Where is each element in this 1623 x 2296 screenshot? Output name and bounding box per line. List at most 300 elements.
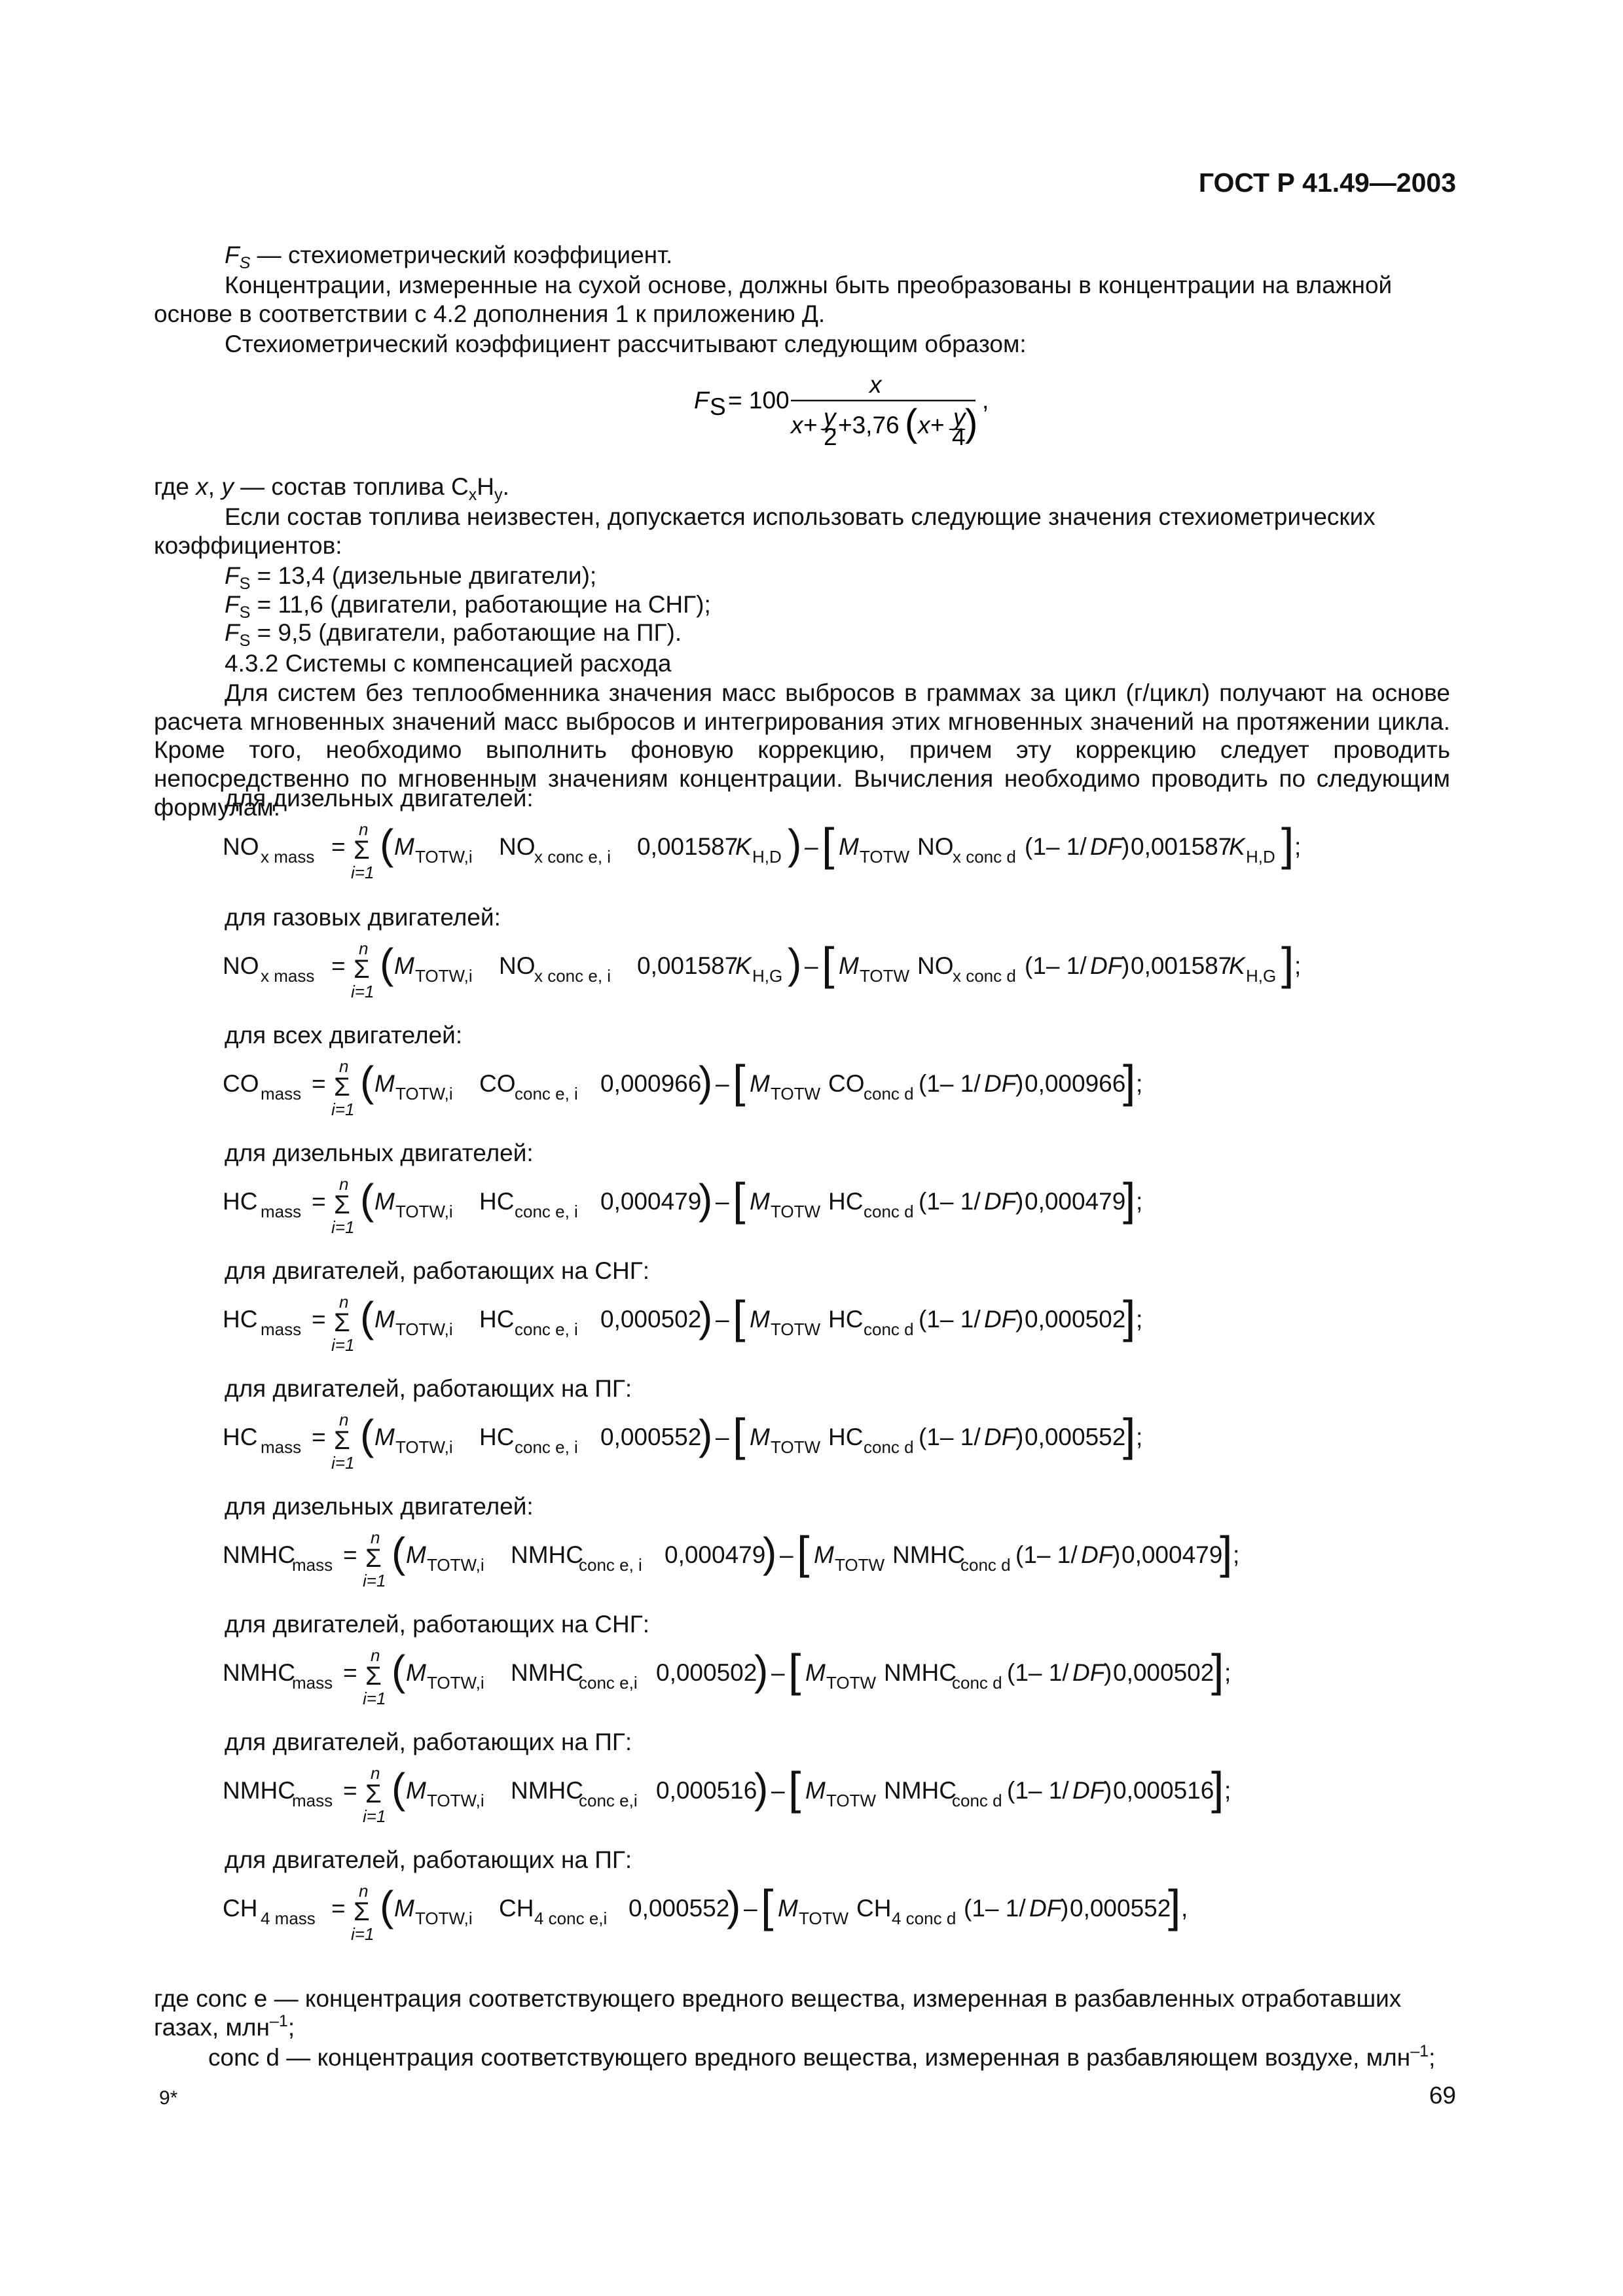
paren-close: ) <box>699 1175 713 1223</box>
minus-sign: – <box>805 952 818 979</box>
formula-lhs-sub: mass <box>261 1202 302 1221</box>
formula-lhs: HC <box>223 1306 258 1333</box>
formula-svg <box>223 1641 1467 1720</box>
formula-label: для двигателей, работающих на ПГ: <box>225 1729 632 1755</box>
where-y: y <box>221 473 234 500</box>
conc-sub: conc e, i <box>515 1202 578 1221</box>
paren-open: ( <box>392 1647 406 1694</box>
df-close: ) <box>1122 952 1130 979</box>
paren-close: ) <box>699 1411 713 1458</box>
conc-symbol: HC <box>828 1306 864 1333</box>
minus-sign: – <box>716 1306 729 1333</box>
conc-symbol: CH <box>499 1895 534 1922</box>
formula-svg <box>223 1877 1467 1956</box>
formula-lhs: NO <box>223 833 259 860</box>
sum-upper: n <box>339 1174 349 1194</box>
fs-den-376: +3,76 <box>838 412 900 439</box>
where-sub-x: x <box>468 486 477 505</box>
fs-den-x: x+ <box>791 412 818 439</box>
conc-symbol: NO <box>499 952 536 979</box>
formula-svg <box>223 1759 1467 1838</box>
mass-flow-sub: TOTW,i <box>415 1909 473 1928</box>
mass-flow-symbol: M <box>406 1777 426 1804</box>
conc-sub: conc e, i <box>515 1437 578 1457</box>
sum-lower: i=1 <box>331 1335 355 1355</box>
sum-upper: n <box>339 1292 349 1312</box>
formula-equals: = <box>312 1188 326 1215</box>
mass-flow-symbol: M <box>839 952 859 979</box>
fs-paren-close: ) <box>965 402 978 444</box>
mass-flow-symbol: M <box>814 1541 834 1568</box>
conc-sub: conc d <box>952 1791 1002 1810</box>
minus-sign: – <box>716 1424 729 1450</box>
sum-upper: n <box>359 819 369 839</box>
formula-lhs: CO <box>223 1070 259 1097</box>
formula-lhs: NO <box>223 952 259 979</box>
df-symbol: DF <box>1029 1895 1062 1922</box>
humidity-sub: H,G <box>752 966 783 986</box>
formula-lhs: HC <box>223 1424 258 1450</box>
bracket-close: ] <box>1281 938 1294 989</box>
sum-lower: i=1 <box>363 1571 386 1590</box>
conc-symbol: NMHC <box>511 1541 583 1568</box>
conc-sub: x conc e, i <box>534 847 611 867</box>
mass-flow-symbol: M <box>805 1777 826 1804</box>
sum-lower: i=1 <box>331 1217 355 1237</box>
paragraph-stoich: Стехиометрический коэффициент рассчитывают следующим образом: <box>225 331 1027 357</box>
mass-flow-symbol: M <box>374 1188 395 1215</box>
formula-label: для двигателей, работающих на СНГ: <box>225 1611 650 1638</box>
conc-symbol: NMHC <box>511 1777 583 1804</box>
sum-sigma: Σ <box>365 1544 382 1573</box>
fs-paren-open: ( <box>905 402 918 444</box>
formula-end: ; <box>1294 833 1302 860</box>
mass-flow-symbol: M <box>394 952 414 979</box>
coefficient: 0,001587 <box>637 833 739 860</box>
conc-sub: x conc d <box>953 847 1016 867</box>
conc-sub: conc e,i <box>579 1791 638 1810</box>
formula-lhs-sub: 4 mass <box>261 1909 316 1928</box>
df-symbol: DF <box>984 1306 1017 1333</box>
def-sup: –1 <box>1410 2042 1429 2061</box>
formula-lhs-sub: x mass <box>261 847 315 867</box>
sum-upper: n <box>339 1410 349 1429</box>
mass-flow-symbol: M <box>374 1306 395 1333</box>
mass-flow-symbol: M <box>839 833 859 860</box>
paren-close: ) <box>788 821 802 868</box>
coefficient: 0,000479 <box>600 1188 702 1215</box>
def-term: conc d <box>208 2044 280 2071</box>
fs-definition <box>154 241 1450 273</box>
paren-open: ( <box>380 1882 394 1929</box>
formula-end: ; <box>1224 1659 1231 1686</box>
formula-equals: = <box>343 1541 357 1568</box>
mass-flow-symbol: M <box>374 1070 395 1097</box>
conc-symbol: NO <box>917 952 954 979</box>
df-term: (1– 1/ <box>1007 1659 1069 1686</box>
conc-sub: conc d <box>864 1437 914 1457</box>
minus-sign: – <box>771 1777 785 1804</box>
fs-values-list <box>225 562 1403 651</box>
sum-lower: i=1 <box>331 1453 355 1473</box>
mass-flow-sub: TOTW <box>771 1084 821 1103</box>
sum-lower: i=1 <box>363 1806 386 1826</box>
df-close: ) <box>1015 1306 1024 1333</box>
conc-symbol: HC <box>828 1188 864 1215</box>
where-dot: . <box>502 473 509 500</box>
mass-flow-sub: TOTW,i <box>395 1437 453 1457</box>
fs-value-item: $F_S = 13,4$ (дизельные двигатели); <box>225 562 597 594</box>
formula-lhs: NMHC <box>223 1777 295 1804</box>
paren-open: ( <box>360 1411 374 1458</box>
mass-flow-sub: TOTW <box>771 1202 821 1221</box>
fs-formula-svg <box>694 367 1087 471</box>
coefficient: 0,000479 <box>1025 1188 1126 1215</box>
minus-sign: – <box>780 1541 793 1568</box>
fs-value-item: $F_S = 11,6$ (двигатели, работающие на СНГ); <box>225 590 711 622</box>
formula-lhs: HC <box>223 1188 258 1215</box>
paragraph-integration: Для систем без теплообменника значения масс выбросов в граммах за цикл (г/цикл) получают на основе расчета мгновенных значений масс выбросов и интегрирования этих мгновенных значений на протяжении цикла. Кроме того, необходимо выполнить фоновую коррекцию, причем эту коррекцию следует проводить непосредственно по мгновенным значениям концентрации. Вычисления необходимо проводить по следующим формулам: <box>154 679 1450 821</box>
sum-lower: i=1 <box>363 1689 386 1708</box>
fs-coef: = 100 <box>728 387 790 414</box>
mass-flow-sub: TOTW,i <box>427 1673 484 1693</box>
conc-sub: conc d <box>952 1673 1002 1693</box>
conc-symbol: NMHC <box>884 1659 957 1686</box>
sum-lower: i=1 <box>351 863 374 882</box>
formula-label: для двигателей, работающих на ПГ: <box>225 1375 632 1402</box>
bracket-close: ] <box>1123 1291 1136 1342</box>
mass-flow-symbol: M <box>394 1895 414 1922</box>
bracket-close: ] <box>1211 1645 1224 1696</box>
humidity-correction: K <box>735 833 752 860</box>
paren-close: ) <box>699 1058 713 1105</box>
conc-sub: conc d <box>864 1202 914 1221</box>
bracket-open: [ <box>761 1880 774 1931</box>
conc-sub: conc e, i <box>515 1319 578 1339</box>
formula-end: ; <box>1294 952 1302 979</box>
def-tail: ; <box>287 2013 295 2041</box>
coefficient: 0,000552 <box>1070 1895 1171 1922</box>
sum-upper: n <box>359 1881 369 1901</box>
bracket-open: [ <box>733 1291 746 1342</box>
minus-sign: – <box>716 1188 729 1215</box>
conc-symbol: NMHC <box>884 1777 957 1804</box>
document-code: ГОСТ Р 41.49—2003 <box>1198 168 1456 198</box>
sum-upper: n <box>339 1056 349 1076</box>
formula-svg <box>223 1170 1467 1249</box>
formula-equals: = <box>312 1306 326 1333</box>
df-symbol: DF <box>1090 952 1123 979</box>
sum-sigma: Σ <box>365 1780 382 1808</box>
minus-sign: – <box>805 833 818 860</box>
mass-flow-symbol: M <box>750 1424 770 1450</box>
where-comma: , <box>208 473 215 500</box>
paren-close: ) <box>727 1882 741 1929</box>
fs-numerator: x <box>869 371 882 398</box>
sum-upper: n <box>371 1528 380 1547</box>
formula-lhs-sub: mass <box>292 1673 333 1693</box>
df-close: ) <box>1112 1541 1121 1568</box>
conc-symbol: HC <box>479 1424 515 1450</box>
def-term: где conc e <box>154 1985 268 2012</box>
paren-open: ( <box>380 821 394 868</box>
formula-end: ; <box>1233 1541 1240 1568</box>
formula-svg <box>223 935 1467 1013</box>
paren-close: ) <box>754 1647 769 1694</box>
conc-sub: conc d <box>864 1084 914 1103</box>
formula-svg <box>223 1052 1467 1131</box>
conc-sub: conc d <box>864 1319 914 1339</box>
fs-symbol: $F_S$ <box>225 242 251 273</box>
signature-mark: 9* <box>159 2087 178 2109</box>
df-symbol: DF <box>984 1188 1017 1215</box>
sum-upper: n <box>371 1763 380 1783</box>
mass-flow-sub: TOTW,i <box>395 1202 453 1221</box>
coefficient: 0,000516 <box>656 1777 757 1804</box>
conc-sub: 4 conc d <box>892 1909 957 1928</box>
bracket-open: [ <box>797 1527 810 1578</box>
formula-equals: = <box>312 1424 326 1450</box>
bracket-open: [ <box>733 1056 746 1107</box>
conc-symbol: CH <box>856 1895 892 1922</box>
definition-conc-d <box>208 2043 1452 2072</box>
sum-upper: n <box>359 939 369 958</box>
mass-flow-sub: TOTW,i <box>427 1791 484 1810</box>
mass-flow-sub: TOTW <box>799 1909 849 1928</box>
fs-den-y2: y <box>953 404 966 431</box>
bracket-close: ] <box>1211 1763 1224 1814</box>
conc-sub: x conc e, i <box>534 966 611 986</box>
conc-symbol: NMHC <box>892 1541 965 1568</box>
mass-flow-symbol: M <box>805 1659 826 1686</box>
mass-flow-symbol: M <box>406 1541 426 1568</box>
where-prefix: где <box>154 473 190 500</box>
df-close: ) <box>1122 833 1130 860</box>
fs-den-xplus: x+ <box>918 412 945 439</box>
paragraph-unknown-fuel: Если состав топлива неизвестен, допускается использовать следующие значения стехиометрических коэффициентов: <box>154 503 1376 559</box>
coefficient: 0,000479 <box>1122 1541 1223 1568</box>
mass-flow-sub: TOTW <box>860 966 910 986</box>
conc-sub: 4 conc e,i <box>534 1909 608 1928</box>
formula-label: для дизельных двигателей: <box>225 785 534 812</box>
df-symbol: DF <box>984 1070 1017 1097</box>
formula-end: ; <box>1136 1188 1143 1215</box>
paren-close: ) <box>699 1293 713 1340</box>
fs-comma: , <box>982 387 989 414</box>
coefficient: 0,000552 <box>600 1424 702 1450</box>
conc-symbol: HC <box>479 1188 515 1215</box>
df-symbol: DF <box>1090 833 1123 860</box>
coefficient: 0,000502 <box>600 1306 702 1333</box>
paren-open: ( <box>392 1529 406 1576</box>
formula-lhs-sub: mass <box>292 1791 333 1810</box>
formula-label: для всех двигателей: <box>225 1022 463 1049</box>
fs-value-item: $F_S = 9,5$ (двигатели, работающие на ПГ). <box>225 619 682 651</box>
formula-lhs-sub: mass <box>261 1437 302 1457</box>
bracket-open: [ <box>788 1763 801 1814</box>
humidity-correction: K <box>1229 952 1245 979</box>
conc-symbol: CO <box>828 1070 865 1097</box>
bracket-open: [ <box>733 1409 746 1460</box>
formula-lhs-sub: mass <box>292 1555 333 1575</box>
coefficient: 0,000479 <box>665 1541 766 1568</box>
minus-sign: – <box>744 1895 757 1922</box>
fs-den-y: y <box>824 404 836 431</box>
mass-flow-sub: TOTW <box>835 1555 885 1575</box>
fs-lhs: F <box>694 387 709 414</box>
paren-open: ( <box>380 940 394 987</box>
humidity-sub: H,D <box>1246 847 1275 867</box>
df-close: ) <box>1015 1070 1024 1097</box>
df-term: (1– 1/ <box>1025 952 1087 979</box>
mass-flow-sub: TOTW,i <box>415 966 473 986</box>
where-mid: — состав топлива С <box>240 473 469 500</box>
paren-close: ) <box>754 1765 769 1812</box>
formula-equation <box>223 1877 1532 1988</box>
coefficient: 0,000552 <box>629 1895 730 1922</box>
paren-open: ( <box>360 1175 374 1223</box>
formula-label: для дизельных двигателей: <box>225 1493 534 1520</box>
conc-sub: conc e,i <box>579 1673 638 1693</box>
sum-sigma: Σ <box>334 1426 350 1455</box>
humidity-correction: K <box>1229 833 1245 860</box>
coefficient: 0,000502 <box>1113 1659 1214 1686</box>
coefficient: 0,001587 <box>637 952 739 979</box>
conc-sub: conc d <box>960 1555 1011 1575</box>
formula-equals: = <box>312 1070 326 1097</box>
paragraph-dry-wet: Концентрации, измеренные на сухой основе, должны быть преобразованы в концентрации на влажной основе в соответствии с 4.2 дополнения 1 к приложению Д. <box>154 272 1393 327</box>
df-symbol: DF <box>1081 1541 1114 1568</box>
formula-end: ; <box>1224 1777 1231 1804</box>
mass-flow-sub: TOTW,i <box>395 1084 453 1103</box>
where-h: Н <box>477 473 494 500</box>
sum-upper: n <box>371 1645 380 1665</box>
where-x: x <box>196 473 208 500</box>
mass-flow-symbol: M <box>394 833 414 860</box>
df-term: (1– 1/ <box>1007 1777 1069 1804</box>
df-term: (1– 1/ <box>1015 1541 1078 1568</box>
df-symbol: DF <box>1072 1777 1105 1804</box>
bracket-open: [ <box>822 938 835 989</box>
paren-open: ( <box>360 1293 374 1340</box>
df-close: ) <box>1061 1895 1069 1922</box>
section-title: 4.3.2 Системы с компенсацией расхода <box>225 650 672 677</box>
bracket-open: [ <box>822 819 835 870</box>
sum-sigma: Σ <box>354 836 370 865</box>
coefficient: 0,000502 <box>656 1659 757 1686</box>
minus-sign: – <box>716 1070 729 1097</box>
sum-lower: i=1 <box>351 1924 374 1944</box>
bracket-close: ] <box>1220 1527 1233 1578</box>
paren-close: ) <box>788 940 802 987</box>
mass-flow-symbol: M <box>778 1895 798 1922</box>
bracket-open: [ <box>733 1174 746 1225</box>
mass-flow-symbol: M <box>750 1070 770 1097</box>
formula-svg <box>223 816 1467 894</box>
df-term: (1– 1/ <box>919 1188 981 1215</box>
conc-sub: x conc d <box>953 966 1016 986</box>
formula-label: для двигателей, работающих на СНГ: <box>225 1257 650 1284</box>
mass-flow-sub: TOTW,i <box>395 1319 453 1339</box>
where-sub-y: y <box>494 486 503 505</box>
formula-lhs-sub: x mass <box>261 966 315 986</box>
conc-symbol: HC <box>479 1306 515 1333</box>
humidity-sub: H,G <box>1246 966 1277 986</box>
def-text: — концентрация соответствующего вредного вещества, измеренная в разбавляющем воздухе, млн <box>286 2044 1411 2071</box>
df-close: ) <box>1015 1424 1024 1450</box>
formula-lhs: NMHC <box>223 1659 295 1686</box>
df-symbol: DF <box>1072 1659 1105 1686</box>
formula-equals: = <box>343 1659 357 1686</box>
formula-equals: = <box>343 1777 357 1804</box>
formula-svg <box>223 1288 1467 1367</box>
where-xy <box>154 473 1450 505</box>
mass-flow-sub: TOTW,i <box>427 1555 484 1575</box>
humidity-sub: H,D <box>752 847 782 867</box>
fs-formula <box>694 367 1087 471</box>
df-close: ) <box>1104 1777 1112 1804</box>
paren-open: ( <box>392 1765 406 1812</box>
humidity-correction: K <box>735 952 752 979</box>
df-term: (1– 1/ <box>919 1070 981 1097</box>
formula-end: ; <box>1136 1306 1143 1333</box>
mass-flow-sub: TOTW <box>826 1791 877 1810</box>
formula-equals: = <box>331 1895 346 1922</box>
df-term: (1– 1/ <box>919 1306 981 1333</box>
formula-label: для двигателей, работающих на ПГ: <box>225 1846 632 1873</box>
df-close: ) <box>1104 1659 1112 1686</box>
bracket-close: ] <box>1123 1174 1136 1225</box>
mass-flow-symbol: M <box>374 1424 395 1450</box>
coefficient: 0,001587 <box>1131 833 1232 860</box>
formula-lhs-sub: mass <box>261 1319 302 1339</box>
formula-end: , <box>1181 1895 1188 1922</box>
fs-definition-text: — стехиометрический коэффициент. <box>257 242 673 268</box>
formula-end: ; <box>1136 1424 1143 1450</box>
df-term: (1– 1/ <box>964 1895 1026 1922</box>
conc-sub: conc e, i <box>515 1084 578 1103</box>
coefficient: 0,000966 <box>1025 1070 1126 1097</box>
sum-lower: i=1 <box>331 1100 355 1119</box>
df-term: (1– 1/ <box>1025 833 1087 860</box>
df-symbol: DF <box>984 1424 1017 1450</box>
conc-symbol: NO <box>499 833 536 860</box>
formula-label: для дизельных двигателей: <box>225 1139 534 1166</box>
sum-sigma: Σ <box>354 1897 370 1926</box>
sum-sigma: Σ <box>354 955 370 984</box>
formula-label: для газовых двигателей: <box>225 904 501 931</box>
formula-equals: = <box>331 952 346 979</box>
formula-equals: = <box>331 833 346 860</box>
coefficient: 0,000552 <box>1025 1424 1126 1450</box>
df-close: ) <box>1015 1188 1024 1215</box>
sum-lower: i=1 <box>351 982 374 1001</box>
bracket-close: ] <box>1281 819 1294 870</box>
coefficient: 0,000502 <box>1025 1306 1126 1333</box>
mass-flow-symbol: M <box>406 1659 426 1686</box>
paren-open: ( <box>360 1058 374 1105</box>
bracket-close: ] <box>1123 1056 1136 1107</box>
bracket-close: ] <box>1123 1409 1136 1460</box>
conc-sub: conc e, i <box>579 1555 642 1575</box>
coefficient: 0,000516 <box>1113 1777 1214 1804</box>
formula-lhs-sub: mass <box>261 1084 302 1103</box>
paren-close: ) <box>763 1529 777 1576</box>
formula-lhs: CH <box>223 1895 258 1922</box>
bracket-close: ] <box>1168 1880 1181 1931</box>
mass-flow-sub: TOTW <box>826 1673 877 1693</box>
mass-flow-symbol: M <box>750 1306 770 1333</box>
